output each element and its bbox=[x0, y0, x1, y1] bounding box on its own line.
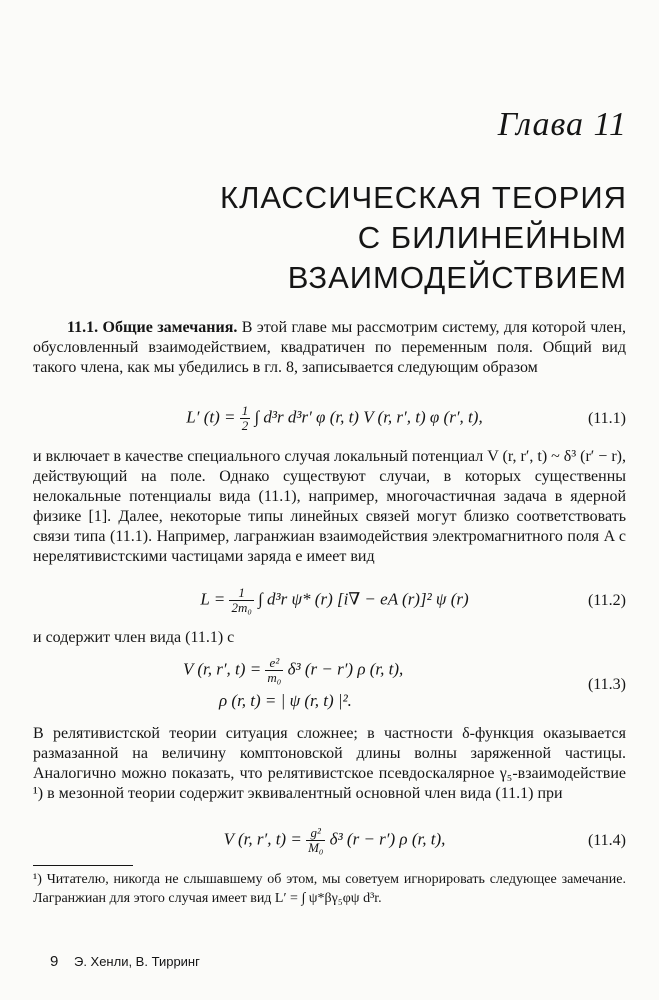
eq3-line1-lhs: V (r, r′, t) = bbox=[183, 659, 266, 679]
equation-11-3 bbox=[33, 654, 626, 718]
equation-11-4 bbox=[33, 822, 626, 862]
eq3-frac-num: e² bbox=[265, 656, 283, 671]
eq1-number: (11.1) bbox=[587, 410, 626, 427]
paragraph-3 bbox=[33, 628, 626, 648]
eq3-line1-rhs: δ³ (r − r′) ρ (r, t), bbox=[283, 659, 404, 679]
eq2-number: (11.2) bbox=[587, 592, 626, 609]
eq4-lhs: V (r, r′, t) = bbox=[223, 829, 307, 849]
paragraph-4-text: В релятивистской теории ситуация сложнее; в частности δ-функция оказывается размазанной на величину комптоновской длины волны заряженной частицы. Аналогично можно показать, что релятивистское псевдоскалярное γ₅-взаимодействие ¹) в мезонной теории содержит эквивалентный основной член вида (11.1) при bbox=[33, 725, 626, 802]
eq1-fraction bbox=[240, 404, 251, 433]
equation-11-1 bbox=[33, 400, 626, 440]
eq1-frac-num: 1 bbox=[241, 403, 249, 418]
eq1-frac-den: 2 bbox=[241, 418, 249, 433]
eq4-frac-den: M₀ bbox=[308, 840, 324, 855]
eq4-rhs: δ³ (r − r′) ρ (r, t), bbox=[325, 829, 446, 849]
paragraph-intro-text: В этой главе мы рассмотрим систему, для которой член, обусловленный взаимодействием, квадратичен по переменным поля. Общий вид такого члена, как мы убедились в гл. 8, записывается следующим образом bbox=[33, 319, 627, 376]
chapter-label: Глава 11 bbox=[497, 106, 627, 143]
eq1-rhs: ∫ d³r d³r′ φ (r, t) V (r, r′, t) φ (r′, t), bbox=[250, 407, 483, 427]
eq2-frac-den: 2m₀ bbox=[231, 600, 252, 615]
eq2-rhs: ∫ d³r ψ* (r) [i∇ − eA (r)]² ψ (r) bbox=[253, 589, 469, 609]
chapter-title-line-2: С БИЛИНЕЙНЫМ ВЗАИМОДЕЙСТВИЕМ bbox=[287, 220, 627, 295]
eq2-fraction bbox=[229, 586, 253, 615]
paragraph-2 bbox=[33, 447, 626, 567]
eq1-lhs: L′ (t) = bbox=[186, 407, 240, 427]
footer-authors: Э. Хенли, В. Тирринг bbox=[73, 954, 200, 969]
eq4-frac-num: g² bbox=[306, 826, 325, 841]
signature-number: 9 bbox=[50, 953, 59, 970]
eq3-fraction bbox=[265, 656, 283, 685]
eq4-number: (11.4) bbox=[587, 832, 626, 849]
footnote: ¹) Читателю, никогда не слышавшему об этом, мы советуем игнорировать следующее замечание. Лагранжиан для этого случая имеет вид L′ = ∫ ψ*βγ₅φψ d³r. bbox=[33, 872, 626, 906]
page-footer bbox=[50, 953, 200, 970]
eq4-fraction bbox=[306, 826, 325, 855]
eq3-line2: ρ (r, t) = | ψ (r, t) |². bbox=[219, 691, 352, 710]
chapter-title-line-1: КЛАССИЧЕСКАЯ ТЕОРИЯ bbox=[220, 180, 627, 215]
paragraph-intro bbox=[33, 318, 626, 378]
equation-11-2 bbox=[33, 582, 626, 622]
eq3-number: (11.3) bbox=[587, 676, 626, 693]
paragraph-4 bbox=[33, 724, 626, 804]
eq2-frac-num: 1 bbox=[229, 586, 253, 601]
paragraph-3-text: и содержит член вида (11.1) с bbox=[33, 629, 235, 646]
eq2-lhs: L = bbox=[200, 589, 230, 609]
chapter-title bbox=[20, 178, 627, 298]
paragraph-2-text: и включает в качестве специального случая локальный потенциал V (r, r′, t) ~ δ³ (r′ − r), действующий на поле. Однако существуют случаи, в которых существенны нелокальные потенциалы вида (11.1), например, многочастичная задача в ядерной физике [1]. Далее, некоторые типы линейных связей могут близко соответствовать связи типа (11.1). Например, лагранжиан взаимодействия электромагнитного поля A с нерелятивистскими частицами заряда e имеет вид bbox=[33, 448, 626, 565]
footnote-rule bbox=[33, 865, 133, 866]
section-heading: 11.1. Общие замечания. bbox=[67, 319, 238, 336]
eq3-frac-den: m₀ bbox=[267, 670, 282, 685]
